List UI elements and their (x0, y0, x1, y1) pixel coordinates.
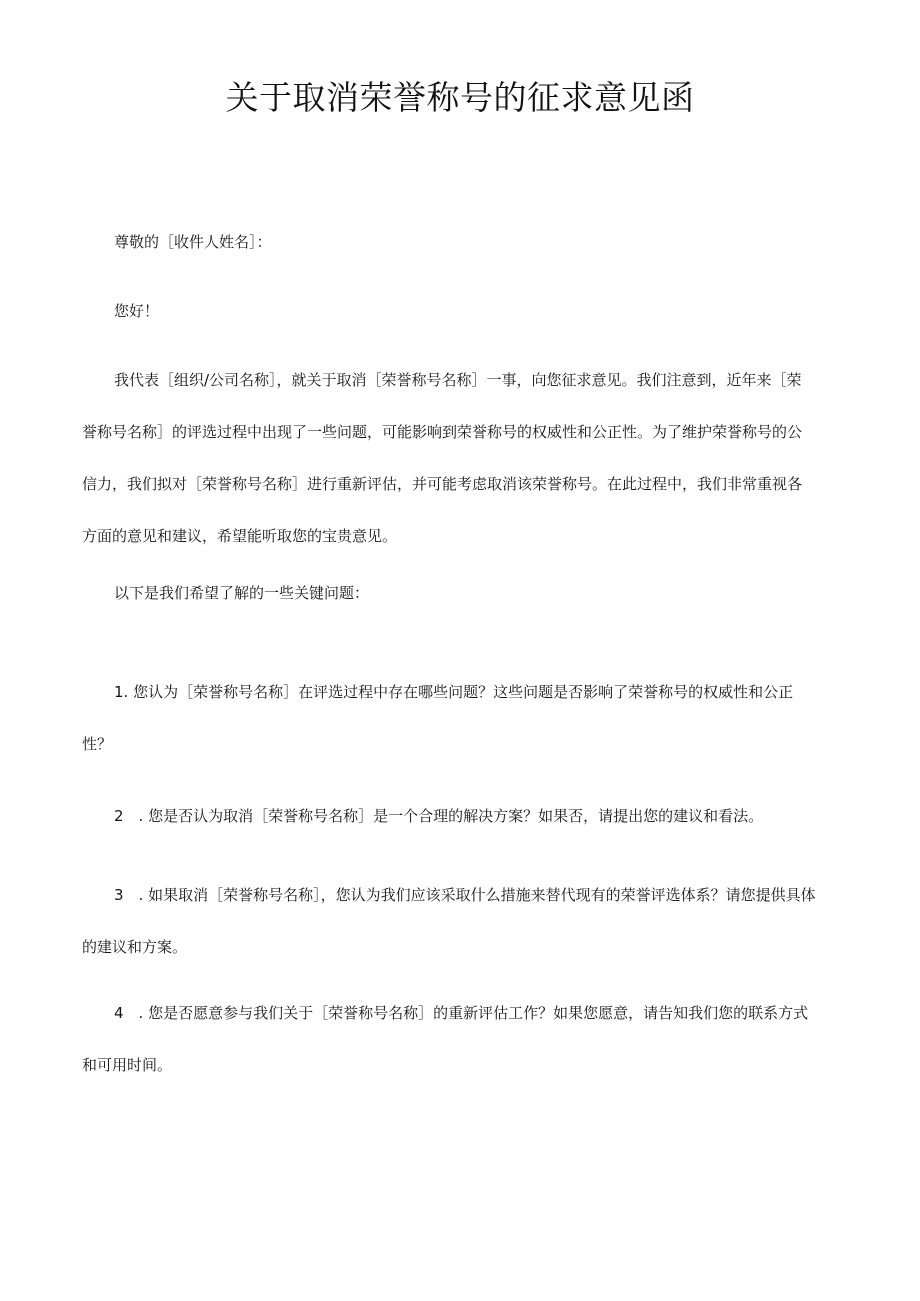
question-1-line-2: 性？ (82, 735, 113, 753)
intro-line-2: 誉称号名称］的评选过程中出现了一些问题，可能影响到荣誉称号的权威性和公正性。为了维护荣誉称号的公 (82, 423, 803, 441)
intro-paragraph (82, 354, 842, 562)
intro-line-4: 方面的意见和建议，希望能听取您的宝贵意见。 (82, 527, 398, 545)
question-2-line-1: 2 . 您是否认为取消［荣誉称号名称］是一个合理的解决方案？如果否，请提出您的建议和看法。 (114, 807, 764, 825)
question-3 (82, 869, 842, 973)
greeting (82, 285, 842, 337)
intro-line-1: 我代表［组织/公司名称］，就关于取消［荣誉称号名称］一事，向您征求意见。我们注意到，近年来［荣 (114, 371, 802, 389)
salutation-line: 尊敬的［收件人姓名］： (114, 233, 272, 251)
question-1 (82, 666, 842, 770)
questions-intro-line: 以下是我们希望了解的一些关键问题： (114, 584, 370, 602)
intro-line-3: 信力，我们拟对［荣誉称号名称］进行重新评估，并可能考虑取消该荣誉称号。在此过程中，我们非常重视各 (82, 475, 803, 493)
greeting-line: 您好！ (114, 302, 160, 320)
salutation (82, 216, 842, 268)
question-4 (82, 987, 842, 1091)
questions-intro (82, 567, 842, 619)
document-title: 关于取消荣誉称号的征求意见函 (225, 78, 695, 117)
question-4-line-2: 和可用时间。 (82, 1056, 173, 1074)
question-3-line-1: 3 . 如果取消［荣誉称号名称］，您认为我们应该采取什么措施来替代现有的荣誉评选体系？请您提供具体 (114, 886, 816, 904)
question-4-line-1: 4 . 您是否愿意参与我们关于［荣誉称号名称］的重新评估工作？如果您愿意，请告知我们您的联系方式 (114, 1004, 809, 1022)
question-2 (82, 790, 842, 842)
question-3-line-2: 的建议和方案。 (82, 938, 188, 956)
question-1-line-1: 1. 您认为［荣誉称号名称］在评选过程中存在哪些问题？这些问题是否影响了荣誉称号的权威性和公正 (114, 683, 794, 701)
